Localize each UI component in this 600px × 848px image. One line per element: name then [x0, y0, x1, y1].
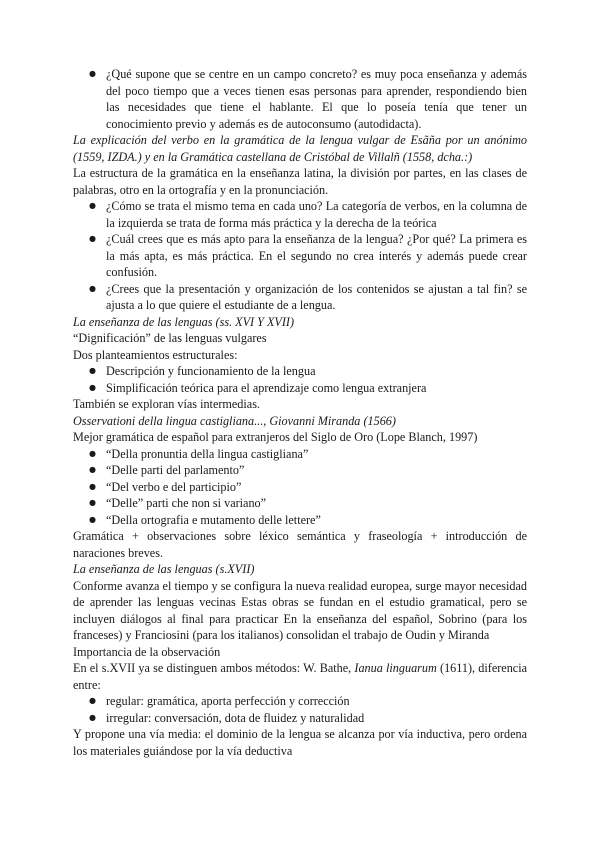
text-line: Dos planteamientos estructurales: [73, 347, 238, 362]
list-item: ● “Delle” parti che non si variano” [73, 495, 527, 512]
list-item: ● ¿Crees que la presentación y organización de los contenidos se ajustan a tal fin? se ajusta a lo que quiere el estudiante de a lengua. [73, 281, 527, 314]
paragraph-conforme: Conforme avanza el tiempo y se configura la nueva realidad europea, surge mayor necesidad de aprender las lenguas vecinas Estas obras se fundan en el estudio gramatical, pero se incluyen diálogos al final para practicar En la enseñanza del español, Sobrino (para los franceses) y Franciosini (para los italianos) consolidan el trabajo de Oudin y Miranda [73, 578, 527, 642]
text-line: Mejor gramática de español para extranjeros del Siglo de Oro (Lope Blanch, 1997) [73, 430, 478, 444]
block5-bullet-list [73, 693, 527, 726]
block2-bullet-list [73, 198, 527, 314]
text-line: “Dignificación” de las lenguas vulgares [73, 331, 267, 345]
section-heading-verbo: La explicación del verbo en la gramática de la lengua vulgar de Esãña por un anónimo (1559, IZDA.) y en la Gramática castellana de Cristóbal de Villalñ (1558, dcha.:) [73, 133, 527, 164]
list-item: ● Simplificación teórica para el aprendizaje como lengua extranjera [73, 380, 527, 397]
paragraph-bathe [73, 660, 527, 693]
list-item: ● irregular: conversación, dota de fluidez y naturalidad [73, 710, 527, 727]
book-title: Ianua linguarum [354, 661, 437, 675]
paragraph-gramatica: Gramática + observaciones sobre léxico semántica y fraseología + introducción de naraciones breves. [73, 529, 527, 560]
text-line: Importancia de la observación [73, 644, 221, 659]
list-item: ● “Della ortografia e mutamento delle lettere” [73, 512, 527, 529]
list-item: ● Descripción y funcionamiento de la lengua [73, 363, 527, 380]
list-item: ● ¿Qué supone que se centre en un campo concreto? es muy poca enseñanza y además del poco tiempo que a veces tienen esas personas para aprender, respondiendo bien las necesidades que tiene el hablante. El que lo poseía tenía que tener un conocimiento previo y además es de autoconsumo (autodidacta). [73, 66, 527, 132]
paragraph-estructura: La estructura de la gramática en la enseñanza latina, la división por partes, en las clases de palabras, otro en la ortografía y en la pronunciación. [73, 166, 527, 197]
block3-bullet-list [73, 363, 527, 396]
paragraph-closing: Y propone una vía media: el dominio de la lengua se alcanza por vía inductiva, pero ordena los materiales guiándose por la vía deductiva [73, 727, 527, 758]
section-heading-miranda: Osservationi della lingua castigliana..., Giovanni Miranda (1566) [73, 413, 396, 428]
text-line: También se exploran vías intermedias. [73, 397, 260, 411]
block4-bullet-list [73, 446, 527, 529]
section-heading-ss-xvi-xvii: La enseñanza de las lenguas (ss. XVI Y XVII) [73, 314, 295, 329]
text-span: (1611), diferencia entre: [73, 661, 527, 692]
text-span: En el s.XVII ya se distinguen ambos métodos: W. Bathe, [73, 661, 355, 675]
block1-bullet-list [73, 66, 527, 132]
document-page [73, 66, 527, 759]
list-item: ● “Del verbo e del participio” [73, 479, 527, 496]
list-item: ● “Della pronuntia della lingua castigliana” [73, 446, 527, 463]
list-item: ● ¿Cuál crees que es más apto para la enseñanza de la lengua? ¿Por qué? La primera es la más apta, es más práctica. En el segundo no crea interés y además puede crear confusión. [73, 231, 527, 281]
section-heading-s-xvii: La enseñanza de las lenguas (s.XVII) [73, 562, 255, 576]
list-item: ● ¿Cómo se trata el mismo tema en cada uno? La categoría de verbos, en la columna de la izquierda se trata de forma más práctica y la derecha de la teórica [73, 198, 527, 231]
list-item: ● regular: gramática, aporta perfección y corrección [73, 693, 527, 710]
list-item: ● “Delle parti del parlamento” [73, 462, 527, 479]
